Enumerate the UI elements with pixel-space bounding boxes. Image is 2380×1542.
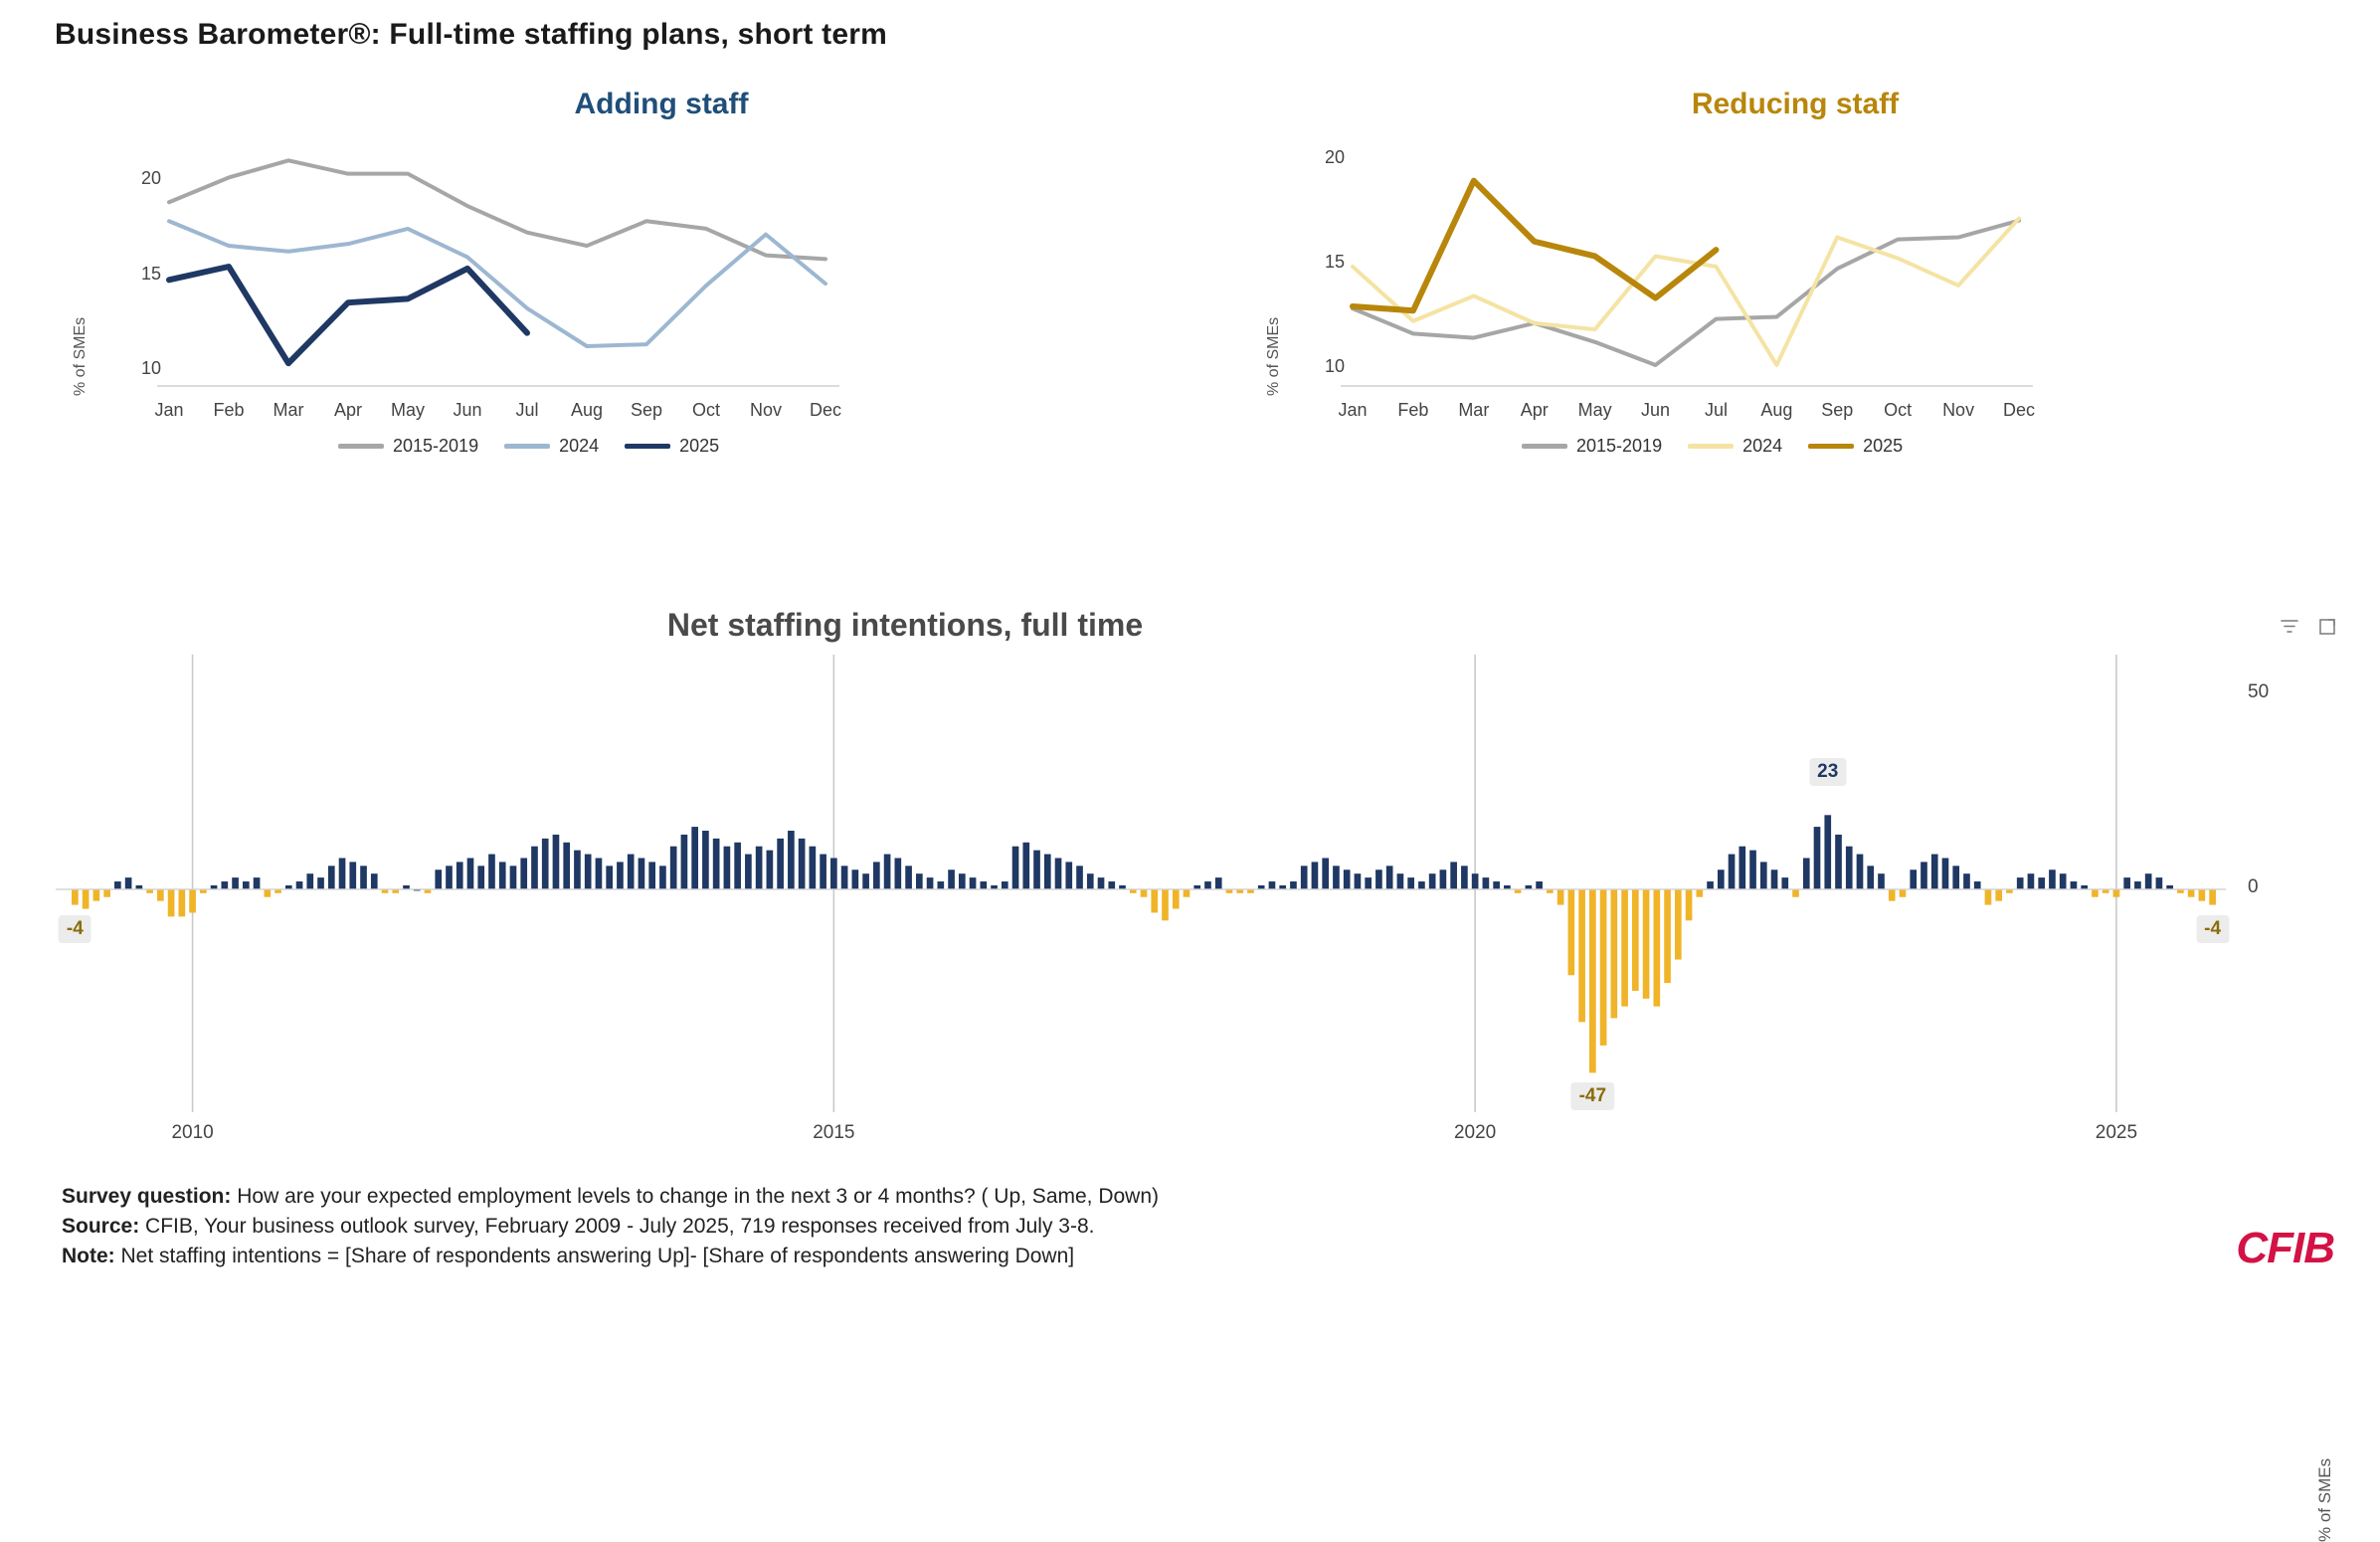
page-title: Business Barometer®: Full-time staffing plans, short term <box>55 18 887 51</box>
x-tick-label: Jul <box>1704 400 1728 420</box>
footer-survey-question-line <box>62 1182 2051 1212</box>
x-tick-label: 2015 <box>813 1122 855 1143</box>
legend-swatch <box>1688 444 1734 449</box>
x-tick-label: Sep <box>1821 400 1854 420</box>
x-tick-label: Oct <box>1884 400 1913 420</box>
legend-label: 2024 <box>559 436 600 456</box>
cfib-logo: CFIB <box>2236 1224 2334 1272</box>
footer-notes <box>62 1182 2051 1270</box>
x-tick-label: Dec <box>809 400 841 420</box>
x-tick-label: Jan <box>154 400 184 420</box>
footer-note-line <box>62 1242 2051 1271</box>
x-tick-label: Jun <box>1641 400 1671 420</box>
chart-reducing-staff <box>1243 88 2347 605</box>
legend-swatch <box>504 444 550 449</box>
x-tick-label: 2020 <box>1453 1122 1497 1143</box>
legend-label: 2025 <box>679 436 720 456</box>
net-y-axis-label: % of SMEs <box>2315 1457 2334 1542</box>
adding-y-axis-label: % of SMEs <box>72 316 89 396</box>
x-tick-label: Nov <box>749 400 782 420</box>
x-tick-label: Jan <box>1338 400 1368 420</box>
legend-swatch <box>1522 444 1567 449</box>
x-tick-label: Oct <box>691 400 720 420</box>
expand-icon[interactable] <box>2317 617 2337 637</box>
net-staffing-plot <box>40 655 2337 1132</box>
data-label: 23 <box>1809 758 1846 786</box>
chart-corner-icons <box>2280 617 2337 637</box>
x-tick-label: Jul <box>515 400 539 420</box>
legend-swatch <box>1808 444 1854 449</box>
data-label: -47 <box>1571 1082 1614 1110</box>
x-tick-label: May <box>390 400 425 420</box>
y-tick-label: 0 <box>2248 875 2259 897</box>
legend-label: 2015-2019 <box>393 436 479 456</box>
footer-source-label: Source: <box>62 1214 140 1238</box>
x-tick-label: Mar <box>1458 400 1490 420</box>
x-tick-label: Aug <box>1760 400 1793 420</box>
x-tick-label: Apr <box>333 400 362 420</box>
footer-survey-question: How are your expected employment levels to change in the next 3 or 4 months? ( Up, Same, Down) <box>237 1185 1160 1208</box>
x-tick-label: Sep <box>630 400 663 420</box>
y-tick-label: 15 <box>1324 251 1345 272</box>
x-tick-label: Apr <box>1520 400 1549 420</box>
footer-survey-question-label: Survey question: <box>62 1185 232 1208</box>
x-tick-label: Aug <box>570 400 604 420</box>
legend-label: 2025 <box>1863 436 1904 456</box>
x-tick-label: Jun <box>453 400 482 420</box>
chart-adding-staff-title: Adding staff <box>574 88 749 120</box>
legend-item[interactable] <box>338 436 478 457</box>
x-tick-label: Nov <box>1942 400 1975 420</box>
reducing-staff-legend <box>1522 436 1903 457</box>
y-tick-label: 50 <box>2248 680 2270 702</box>
reducing-y-axis-label: % of SMEs <box>1265 316 1282 396</box>
x-tick-label: Dec <box>2002 400 2035 420</box>
x-tick-label: May <box>1577 400 1612 420</box>
legend-item[interactable] <box>625 436 719 457</box>
legend-item[interactable] <box>1808 436 1903 457</box>
y-tick-label: 20 <box>1324 146 1345 167</box>
footer-source-line <box>62 1212 2051 1242</box>
data-label: -4 <box>59 915 92 943</box>
chart-reducing-staff-title: Reducing staff <box>1691 88 1900 120</box>
x-tick-label: Mar <box>273 400 304 420</box>
legend-label: 2015-2019 <box>1576 436 1663 456</box>
footer-source: CFIB, Your business outlook survey, February 2009 - July 2025, 719 responses received from July 3-8. <box>145 1214 1095 1238</box>
chart-adding-staff <box>40 88 1283 605</box>
adding-staff-legend <box>338 436 719 457</box>
legend-item[interactable] <box>1688 436 1782 457</box>
y-tick-label: 10 <box>140 357 161 378</box>
footer-note: Net staffing intentions = [Share of respondents answering Up]- [Share of respondents answering Down] <box>120 1244 1075 1267</box>
x-tick-label: Feb <box>213 400 245 420</box>
chart-net-staffing-title: Net staffing intentions, full time <box>666 607 1144 643</box>
legend-swatch <box>338 444 384 449</box>
legend-item[interactable] <box>504 436 599 457</box>
legend-item[interactable] <box>1522 436 1662 457</box>
x-tick-label: Feb <box>1397 400 1429 420</box>
y-tick-label: 15 <box>140 263 161 284</box>
footer-note-label: Note: <box>62 1244 115 1267</box>
x-tick-label: 2010 <box>171 1122 214 1143</box>
legend-label: 2024 <box>1742 436 1783 456</box>
filter-icon[interactable] <box>2280 617 2299 637</box>
legend-swatch <box>625 444 670 449</box>
y-tick-label: 10 <box>1324 356 1345 377</box>
y-tick-label: 20 <box>140 168 161 189</box>
data-label: -4 <box>2196 915 2229 943</box>
x-tick-label: 2025 <box>2095 1122 2138 1143</box>
